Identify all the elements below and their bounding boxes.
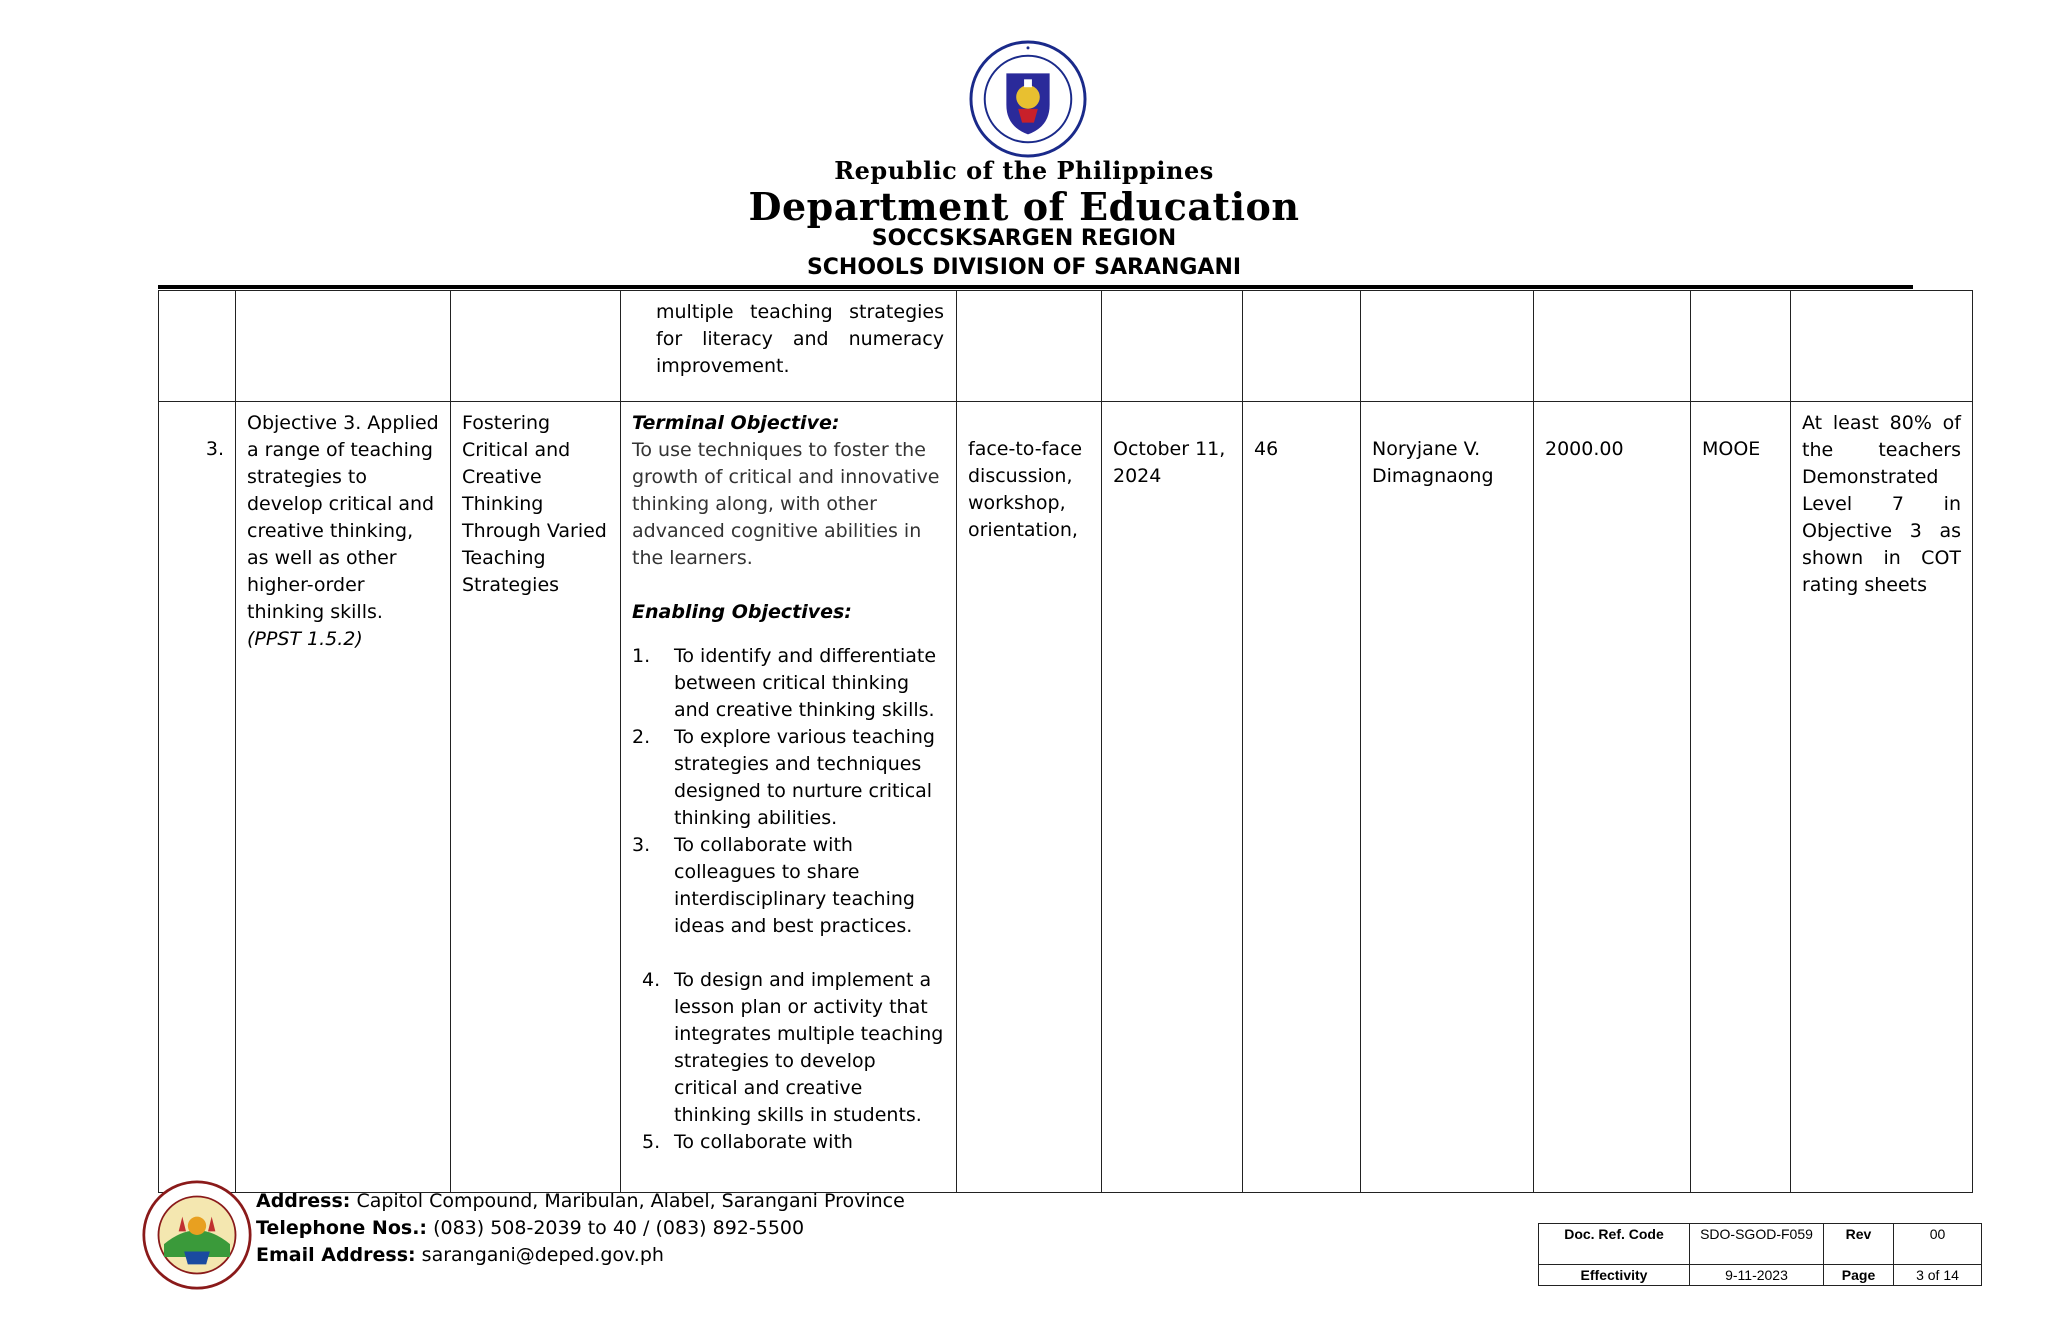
ppst-reference: (PPST 1.5.2): [247, 628, 363, 650]
doc-ref-label: Doc. Ref. Code: [1539, 1224, 1690, 1265]
cell-empty: [1691, 291, 1791, 402]
cell-empty: [1361, 291, 1534, 402]
ppst-objective-cell: [236, 402, 451, 1193]
cell-empty: [159, 291, 236, 402]
division-line: SCHOOLS DIVISION OF SARANGANI: [806, 255, 1242, 280]
list-item: [632, 832, 945, 940]
address-value: Capitol Compound, Maribulan, Alabel, Sarangani Province: [356, 1190, 905, 1212]
cell-empty: [957, 291, 1102, 402]
page-value: 3 of 14: [1894, 1265, 1982, 1286]
footer-telephone: [256, 1217, 804, 1239]
fund-source-cell: MOOE: [1691, 402, 1791, 1193]
header-rule: [158, 285, 1913, 289]
terminal-objective-label: Terminal Objective:: [632, 412, 840, 434]
telephone-value: (083) 508-2039 to 40 / (083) 892-5500: [433, 1217, 805, 1239]
list-number: 1.: [632, 645, 651, 667]
list-number: 2.: [632, 726, 651, 748]
list-number: 3.: [632, 834, 651, 856]
objectives-continued-cell: multiple teaching strategies for literacy and numeracy improvement.: [621, 291, 957, 402]
training-title: Fostering Critical and Creative Thinking Through Varied Teaching Strategies: [451, 402, 621, 1193]
terminal-objective-text: To use techniques to foster the growth of critical and innovative thinking along, with other advanced cognitive abilities in the learners.: [632, 439, 940, 569]
address-label: Address:: [256, 1190, 351, 1212]
rev-label: Rev: [1824, 1224, 1894, 1265]
email-value: sarangani@deped.gov.ph: [421, 1244, 664, 1266]
cell-empty: [1102, 291, 1243, 402]
facilitator-cell: Noryjane V. Dimagnaong: [1361, 402, 1534, 1193]
ppst-objective-text: Objective 3. Applied a range of teaching strategies to develop critical and creative thinking, as well as other higher-order thinking skills.: [247, 412, 439, 623]
date-cell: October 11, 2024: [1102, 402, 1243, 1193]
objectives-cell: [621, 402, 957, 1193]
table-row: [159, 402, 1973, 1193]
effectivity-value: 9-11-2023: [1690, 1265, 1824, 1286]
table-row-continued: [159, 291, 1973, 402]
list-number: 4.: [642, 969, 661, 991]
cell-empty: [1791, 291, 1973, 402]
republic-line: Republic of the Philippines: [834, 156, 1214, 185]
list-text: To design and implement a lesson plan or activity that integrates multiple teaching strategies to develop critical and creative thinking skills in students.: [674, 969, 944, 1126]
deped-seal-logo: [969, 40, 1087, 158]
department-title: Department of Education: [748, 184, 1300, 229]
list-item: [632, 643, 945, 724]
division-seal-logo: [142, 1180, 252, 1290]
list-text: To collaborate with: [674, 1131, 853, 1153]
list-item: [632, 1129, 945, 1156]
list-text: To explore various teaching strategies and techniques designed to nurture critical thinking abilities.: [674, 726, 935, 829]
doc-ref-table: [1538, 1223, 1982, 1286]
rev-value: 00: [1894, 1224, 1982, 1265]
list-text: To collaborate with colleagues to share interdisciplinary teaching ideas and best practices.: [674, 834, 915, 937]
list-item: [632, 724, 945, 832]
telephone-label: Telephone Nos.:: [256, 1217, 428, 1239]
page-label: Page: [1824, 1265, 1894, 1286]
region-line: SOCCSKSARGEN REGION: [871, 226, 1177, 251]
cell-empty: [451, 291, 621, 402]
list-number: 5.: [642, 1131, 661, 1153]
row-number: 3.: [159, 402, 236, 1193]
doc-ref-value: SDO-SGOD-F059: [1690, 1224, 1824, 1265]
cell-empty: [1243, 291, 1361, 402]
success-indicator-cell: At least 80% of the teachers Demonstrated Level 7 in Objective 3 as shown in COT rating sheets: [1791, 402, 1973, 1193]
footer-address: [256, 1190, 905, 1212]
cell-empty: [1534, 291, 1691, 402]
modality-cell: face-to-face discussion, workshop, orientation,: [957, 402, 1102, 1193]
list-text: To identify and differentiate between critical thinking and creative thinking skills.: [674, 645, 937, 721]
participants-cell: 46: [1243, 402, 1361, 1193]
training-plan-table: [158, 290, 1973, 1193]
email-label: Email Address:: [256, 1244, 416, 1266]
cell-empty: [236, 291, 451, 402]
enabling-objectives-list: [632, 643, 945, 1156]
list-item: [632, 967, 945, 1129]
budget-cell: 2000.00: [1534, 402, 1691, 1193]
footer-email: [256, 1244, 664, 1266]
enabling-objectives-label: Enabling Objectives:: [632, 601, 852, 623]
effectivity-label: Effectivity: [1539, 1265, 1690, 1286]
